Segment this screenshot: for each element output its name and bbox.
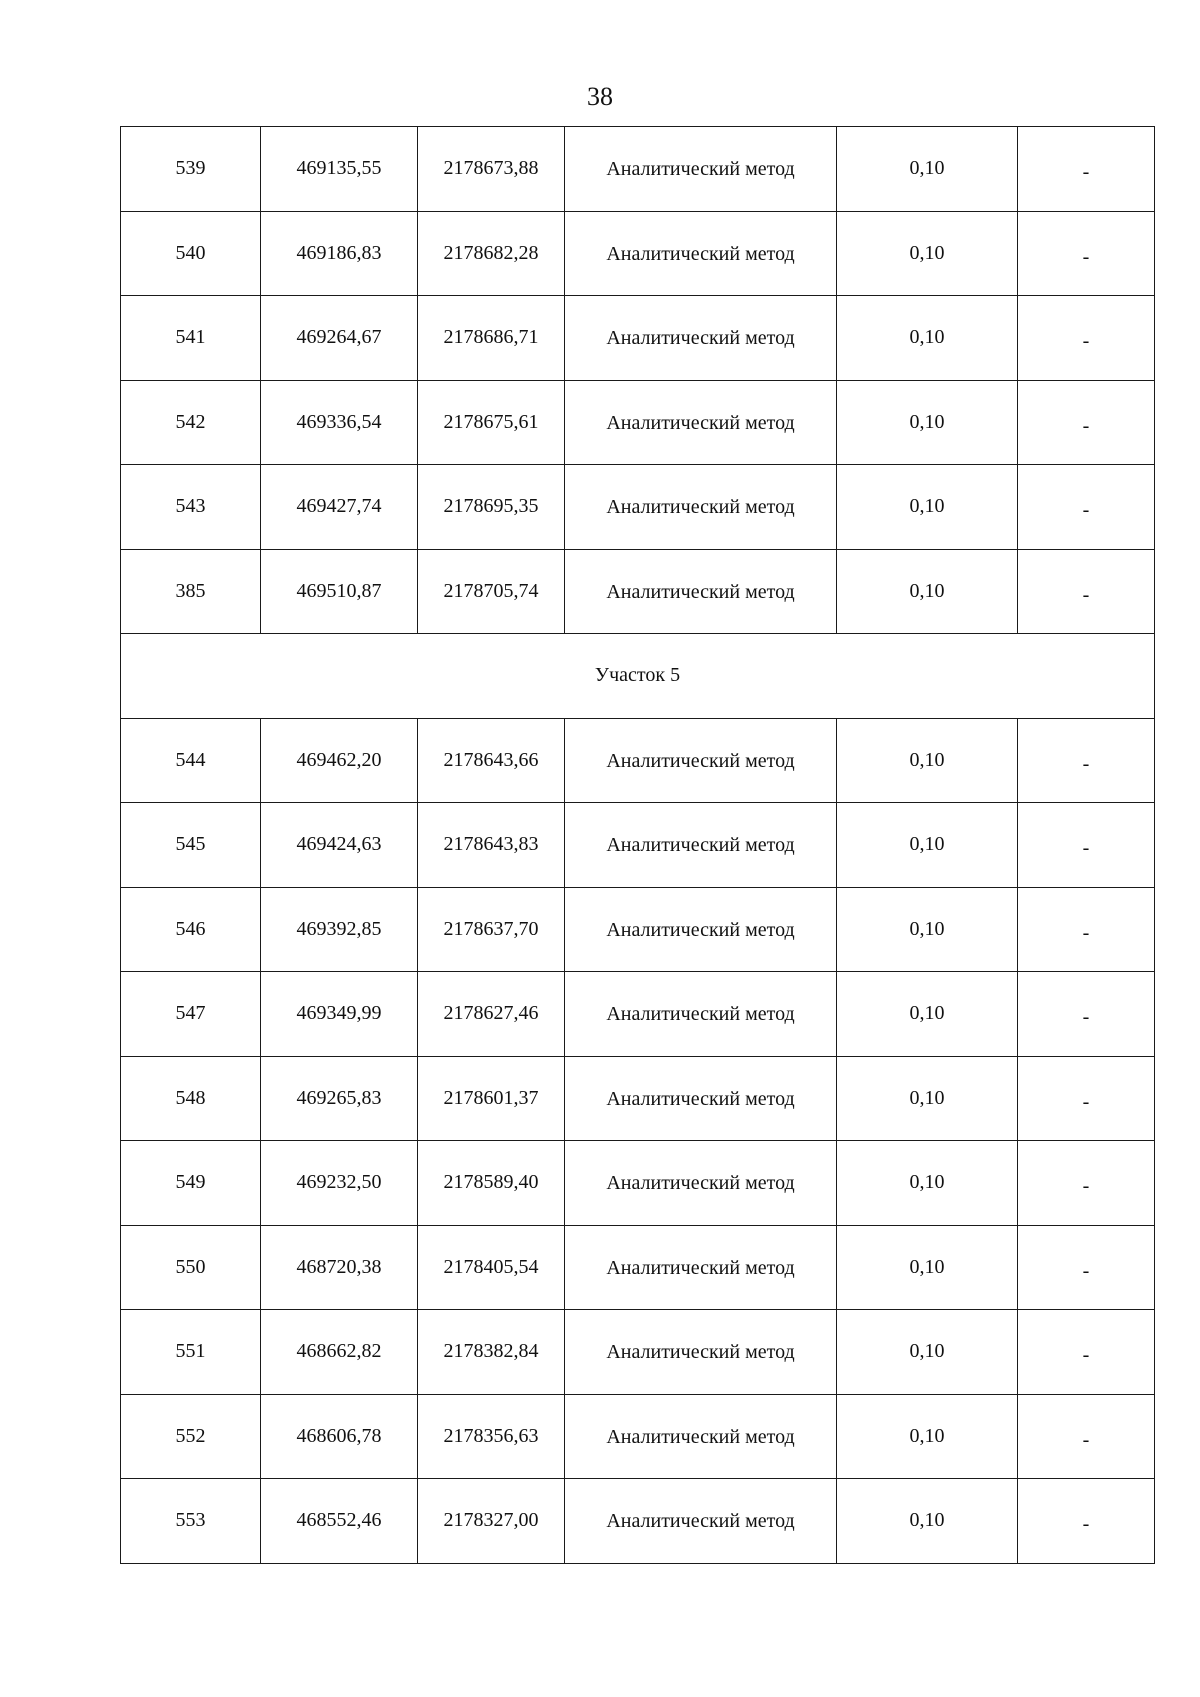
point-number-cell: 541 [121, 296, 261, 381]
coordinate-y-cell: 2178675,61 [418, 380, 565, 465]
accuracy-cell: 0,10 [837, 1310, 1018, 1395]
coordinate-x-cell: 468720,38 [261, 1225, 418, 1310]
note-cell: - [1018, 211, 1155, 296]
accuracy-cell: 0,10 [837, 803, 1018, 888]
coordinate-y-cell: 2178356,63 [418, 1394, 565, 1479]
method-cell: Аналитический метод [565, 549, 837, 634]
coordinate-x-cell: 469392,85 [261, 887, 418, 972]
point-number-cell: 550 [121, 1225, 261, 1310]
table-row [121, 549, 1155, 634]
method-cell: Аналитический метод [565, 1141, 837, 1226]
coordinate-x-cell: 469424,63 [261, 803, 418, 888]
coordinate-x-cell: 469349,99 [261, 972, 418, 1057]
method-cell: Аналитический метод [565, 718, 837, 803]
note-cell: - [1018, 1225, 1155, 1310]
table-row [121, 803, 1155, 888]
accuracy-cell: 0,10 [837, 1479, 1018, 1564]
table-row [121, 296, 1155, 381]
note-cell: - [1018, 972, 1155, 1057]
coordinate-x-cell: 468662,82 [261, 1310, 418, 1395]
coordinate-y-cell: 2178643,83 [418, 803, 565, 888]
accuracy-cell: 0,10 [837, 465, 1018, 550]
note-cell: - [1018, 296, 1155, 381]
point-number-cell: 543 [121, 465, 261, 550]
point-number-cell: 552 [121, 1394, 261, 1479]
table-row [121, 127, 1155, 212]
point-number-cell: 545 [121, 803, 261, 888]
note-cell: - [1018, 718, 1155, 803]
table-row [121, 465, 1155, 550]
method-cell: Аналитический метод [565, 887, 837, 972]
point-number-cell: 547 [121, 972, 261, 1057]
method-cell: Аналитический метод [565, 972, 837, 1057]
table-row [121, 1310, 1155, 1395]
table-row [121, 1141, 1155, 1226]
coordinate-y-cell: 2178637,70 [418, 887, 565, 972]
table-row [121, 1056, 1155, 1141]
table-row [121, 1225, 1155, 1310]
coordinate-y-cell: 2178327,00 [418, 1479, 565, 1564]
coordinate-x-cell: 469336,54 [261, 380, 418, 465]
method-cell: Аналитический метод [565, 1310, 837, 1395]
method-cell: Аналитический метод [565, 211, 837, 296]
coordinate-x-cell: 469186,83 [261, 211, 418, 296]
note-cell: - [1018, 127, 1155, 212]
note-cell: - [1018, 1056, 1155, 1141]
coordinate-y-cell: 2178405,54 [418, 1225, 565, 1310]
coordinate-x-cell: 469264,67 [261, 296, 418, 381]
point-number-cell: 544 [121, 718, 261, 803]
accuracy-cell: 0,10 [837, 972, 1018, 1057]
accuracy-cell: 0,10 [837, 380, 1018, 465]
method-cell: Аналитический метод [565, 1394, 837, 1479]
note-cell: - [1018, 887, 1155, 972]
method-cell: Аналитический метод [565, 1479, 837, 1564]
coordinate-x-cell: 469232,50 [261, 1141, 418, 1226]
accuracy-cell: 0,10 [837, 211, 1018, 296]
coordinate-y-cell: 2178601,37 [418, 1056, 565, 1141]
method-cell: Аналитический метод [565, 465, 837, 550]
note-cell: - [1018, 380, 1155, 465]
note-cell: - [1018, 549, 1155, 634]
point-number-cell: 539 [121, 127, 261, 212]
page-number: 38 [587, 82, 613, 111]
coordinate-y-cell: 2178382,84 [418, 1310, 565, 1395]
method-cell: Аналитический метод [565, 803, 837, 888]
coordinate-y-cell: 2178705,74 [418, 549, 565, 634]
accuracy-cell: 0,10 [837, 1056, 1018, 1141]
section-header-row [121, 634, 1155, 719]
accuracy-cell: 0,10 [837, 1141, 1018, 1226]
note-cell: - [1018, 803, 1155, 888]
accuracy-cell: 0,10 [837, 1225, 1018, 1310]
accuracy-cell: 0,10 [837, 718, 1018, 803]
note-cell: - [1018, 1479, 1155, 1564]
accuracy-cell: 0,10 [837, 296, 1018, 381]
table-row [121, 972, 1155, 1057]
coordinates-table-body [121, 127, 1155, 1564]
method-cell: Аналитический метод [565, 1225, 837, 1310]
coordinate-y-cell: 2178682,28 [418, 211, 565, 296]
point-number-cell: 548 [121, 1056, 261, 1141]
coordinate-y-cell: 2178589,40 [418, 1141, 565, 1226]
point-number-cell: 540 [121, 211, 261, 296]
table-row [121, 1394, 1155, 1479]
note-cell: - [1018, 465, 1155, 550]
method-cell: Аналитический метод [565, 127, 837, 212]
point-number-cell: 542 [121, 380, 261, 465]
note-cell: - [1018, 1310, 1155, 1395]
coordinate-x-cell: 469462,20 [261, 718, 418, 803]
coordinates-table [120, 126, 1155, 1564]
note-cell: - [1018, 1394, 1155, 1479]
coordinate-x-cell: 468552,46 [261, 1479, 418, 1564]
point-number-cell: 551 [121, 1310, 261, 1395]
note-cell: - [1018, 1141, 1155, 1226]
table-row [121, 718, 1155, 803]
accuracy-cell: 0,10 [837, 127, 1018, 212]
coordinate-x-cell: 469265,83 [261, 1056, 418, 1141]
coordinate-y-cell: 2178673,88 [418, 127, 565, 212]
coordinate-x-cell: 469427,74 [261, 465, 418, 550]
table-row [121, 211, 1155, 296]
accuracy-cell: 0,10 [837, 549, 1018, 634]
method-cell: Аналитический метод [565, 296, 837, 381]
coordinate-y-cell: 2178627,46 [418, 972, 565, 1057]
coordinate-x-cell: 469510,87 [261, 549, 418, 634]
table-row [121, 380, 1155, 465]
table-row [121, 887, 1155, 972]
coordinate-y-cell: 2178643,66 [418, 718, 565, 803]
point-number-cell: 385 [121, 549, 261, 634]
coordinate-x-cell: 469135,55 [261, 127, 418, 212]
table-row [121, 1479, 1155, 1564]
method-cell: Аналитический метод [565, 380, 837, 465]
coordinate-x-cell: 468606,78 [261, 1394, 418, 1479]
accuracy-cell: 0,10 [837, 887, 1018, 972]
section-title: Участок 5 [121, 634, 1155, 719]
point-number-cell: 553 [121, 1479, 261, 1564]
coordinate-y-cell: 2178686,71 [418, 296, 565, 381]
method-cell: Аналитический метод [565, 1056, 837, 1141]
accuracy-cell: 0,10 [837, 1394, 1018, 1479]
point-number-cell: 546 [121, 887, 261, 972]
coordinate-y-cell: 2178695,35 [418, 465, 565, 550]
point-number-cell: 549 [121, 1141, 261, 1226]
